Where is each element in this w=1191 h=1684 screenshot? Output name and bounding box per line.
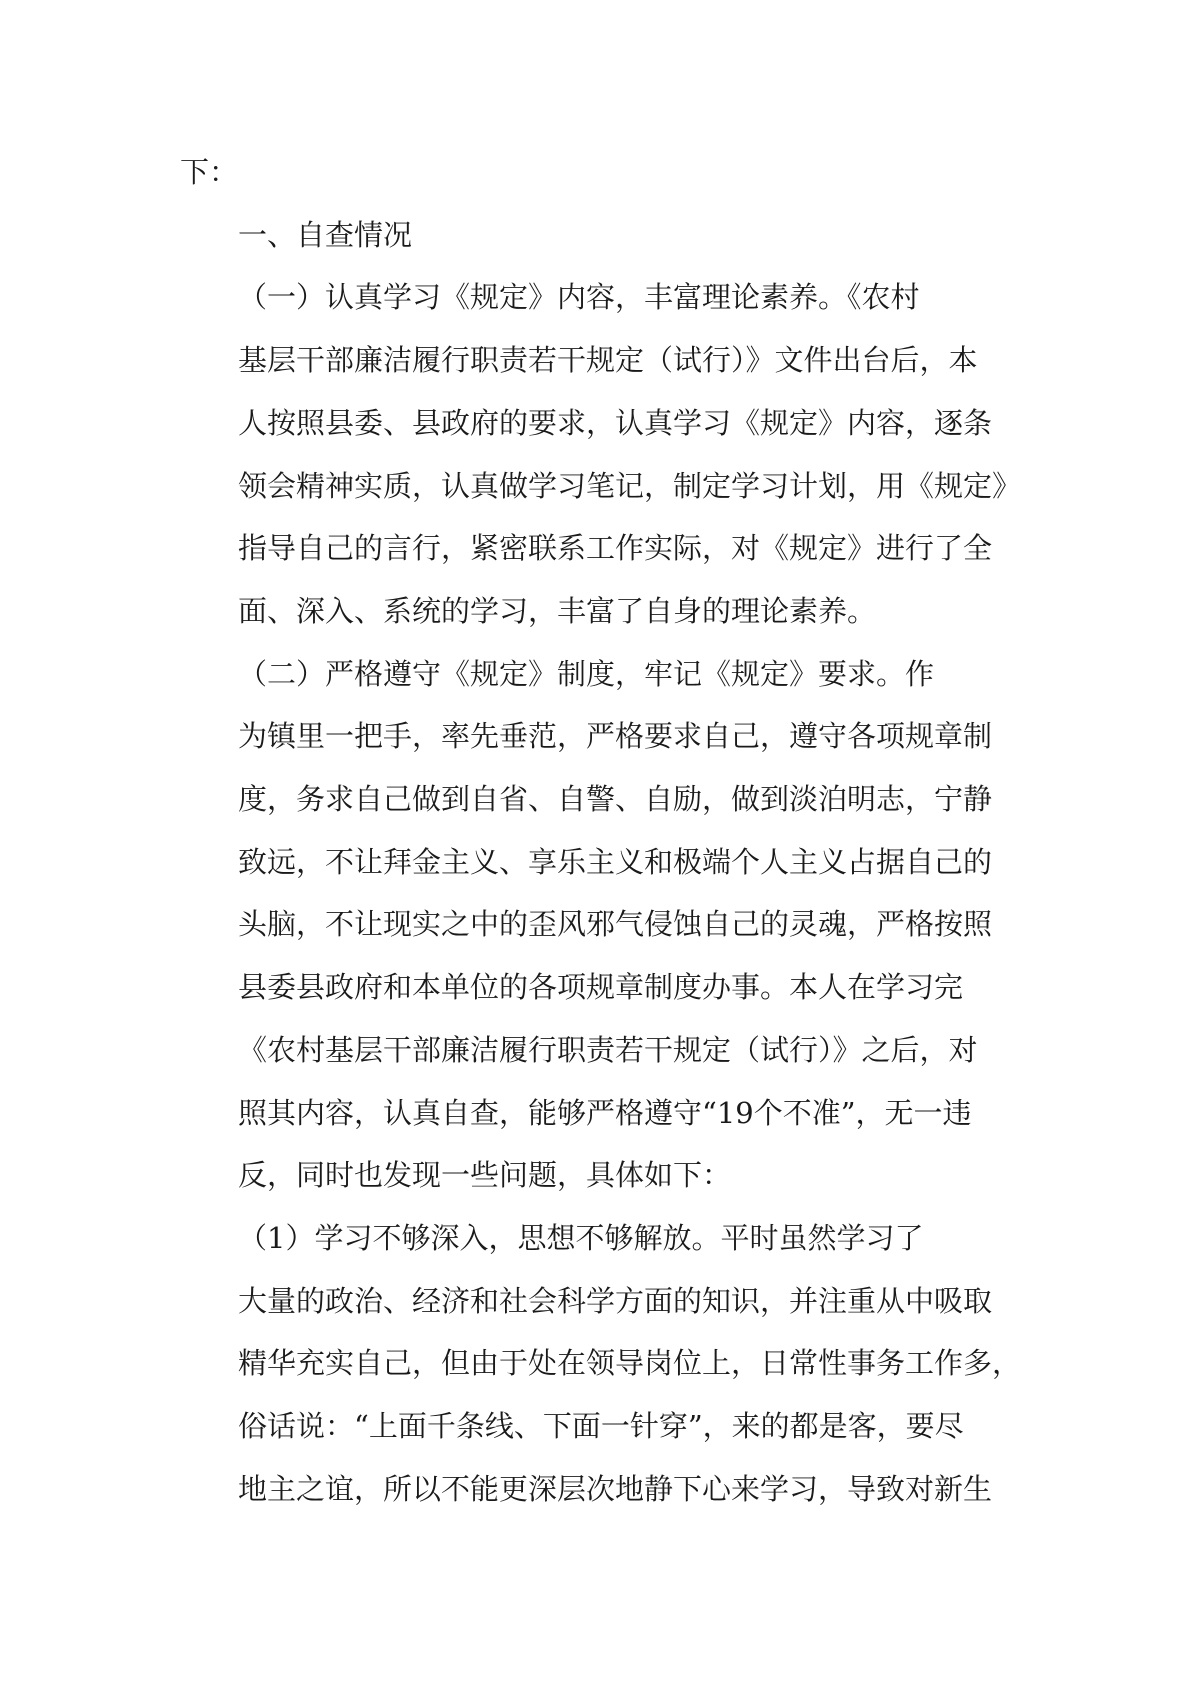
- text-line: 指导自己的言行，紧密联系工作实际，对《规定》进行了全: [238, 531, 993, 566]
- text-line: 头脑，不让现实之中的歪风邪气侵蚀自己的灵魂，严格按照: [238, 907, 993, 942]
- text-line: （1）学习不够深入，思想不够解放。平时虽然学习了: [238, 1220, 924, 1255]
- text-line: 俗话说：“上面千条线、下面一针穿”，来的都是客，要尽: [238, 1409, 964, 1444]
- paragraph-study-regulations: [180, 266, 1044, 642]
- text-line: 领会精神实质，认真做学习笔记，制定学习计划，用《规定》: [238, 468, 1022, 503]
- text-line: （一）认真学习《规定》内容，丰富理论素养。《农村: [238, 280, 920, 315]
- text-line: 照其内容，认真自查，能够严格遵守“19个不准”，无一违: [238, 1095, 972, 1130]
- text-line: 度，务求自己做到自省、自警、自励，做到淡泊明志，宁静: [238, 782, 993, 817]
- text-line: （二）严格遵守《规定》制度，牢记《规定》要求。作: [238, 656, 935, 691]
- paragraph-continuation: [180, 141, 1044, 204]
- text-line: 一、自查情况: [238, 217, 413, 252]
- text-line: 致远，不让拜金主义、享乐主义和极端个人主义占据自己的: [238, 844, 993, 879]
- text-line: 人按照县委、县政府的要求，认真学习《规定》内容，逐条: [238, 405, 993, 440]
- paragraph-observe-regulations: [180, 643, 1044, 1207]
- text-line: 大量的政治、经济和社会科学方面的知识，并注重从中吸取: [238, 1283, 993, 1318]
- text-line: 下：: [180, 155, 239, 189]
- section-heading: [180, 204, 1044, 267]
- text-line: 《农村基层干部廉洁履行职责若干规定（试行）》之后，对: [238, 1032, 978, 1067]
- text-line: 为镇里一把手，率先垂范，严格要求自己，遵守各项规章制: [238, 719, 993, 754]
- document-body: [180, 141, 1044, 1520]
- text-line: 反，同时也发现一些问题，具体如下：: [238, 1158, 732, 1193]
- text-line: 地主之谊，所以不能更深层次地静下心来学习，导致对新生: [238, 1471, 993, 1506]
- text-line: 县委县政府和本单位的各项规章制度办事。本人在学习完: [238, 970, 964, 1005]
- text-line: 面、深入、系统的学习，丰富了自身的理论素养。: [238, 593, 877, 628]
- text-line: 精华充实自己，但由于处在领导岗位上，日常性事务工作多，: [238, 1346, 1022, 1381]
- paragraph-issue-1: [180, 1207, 1044, 1521]
- text-line: 基层干部廉洁履行职责若干规定（试行）》文件出台后，本: [238, 343, 978, 378]
